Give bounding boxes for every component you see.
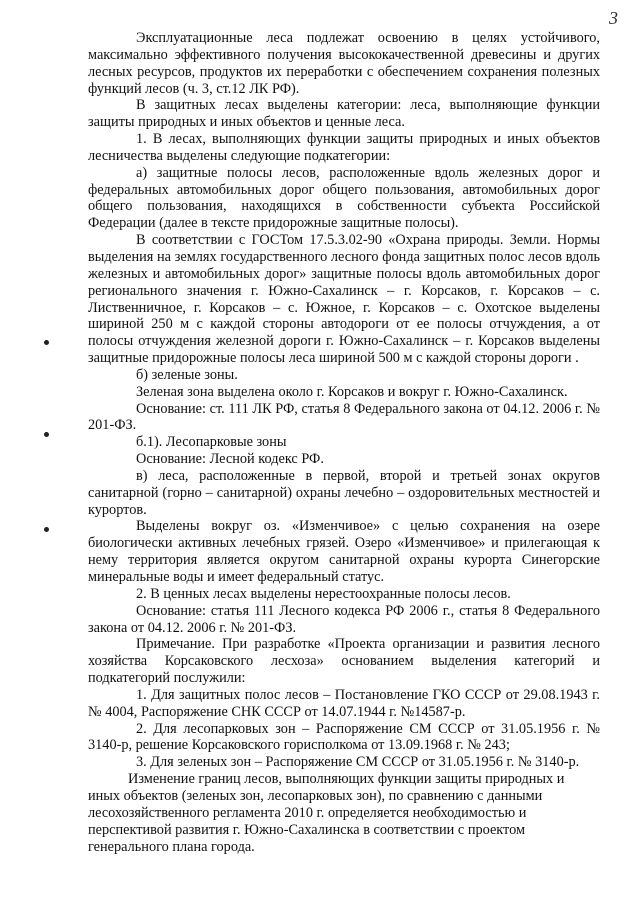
- page-number: 3: [609, 8, 618, 28]
- paragraph-subcategories-intro: 1. В лесах, выполняющих функции защиты природных и иных объектов лесничества выделены следующие подкатегории:: [88, 131, 600, 164]
- paragraph-basis-3: Основание: статья 111 Лесного кодекса РФ 2006 г., статья 8 Федерального закона от 04.12. 2006 г. № 201-ФЗ.: [88, 602, 600, 636]
- margin-bullet-mark: [44, 527, 49, 532]
- paragraph-item-a: а) защитные полосы лесов, расположенные вдоль железных дорог и федеральных автомобильных дорог общего пользования, автомобильных дорог общего пользования, находящихся в собственности субъекта Российской Федерации (далее в тексте придорожные защитные полосы).: [88, 164, 600, 232]
- paragraph-item-v: в) леса, расположенные в первой, второй и третьей зонах округов санитарной (горно – санитарной) охраны лечебно – оздоровительных местностей и курортов.: [88, 467, 600, 518]
- paragraph-gost: В соответствии с ГОСТом 17.5.3.02-90 «Охрана природы. Земли. Нормы выделения на землях государственного лесного фонда защитных полос лесов вдоль железных и автомобильных дорог» защитные полосы вдоль автомобильных дорог регионального значения г. Южно-Сахалинск – г. Корсаков, г. Корсаков – с. Лиственничное, г. Корсаков – с. Южное, г. Корсаков – с. Охотское выделены шириной 250 м с каждой стороны автодороги от ее полосы отчуждения, а от полосы отчуждения железной дороги г. Южно-Сахалинск – г. Корсаков выделены защитные придорожные полосы леса шириной 500 м с каждой стороны дороги .: [88, 232, 600, 367]
- paragraph-green-zone: Зеленая зона выделена около г. Корсаков и вокруг г. Южно-Сахалинск.: [136, 383, 568, 400]
- margin-bullet-mark: [44, 340, 49, 345]
- paragraph-note-item-3: 3. Для зеленых зон – Распоряжение СМ СССР от 31.05.1956 г. № 3140-р.: [136, 754, 580, 771]
- paragraph-boundary-change: Изменение границ лесов, выполняющих функции защиты природных и иных объектов (зеленых зон, лесопарковых зон), по сравнению с данными лесохозяйственного регламента 2010 г. определяется необходимостью и перспективой развития г. Южно-Сахалинска в соответствии с проектом генерального плана города.: [88, 771, 565, 855]
- paragraph-basis-1: Основание: ст. 111 ЛК РФ, статья 8 Федерального закона от 04.12. 2006 г. № 201-ФЗ.: [88, 400, 600, 434]
- paragraph-protective-categories: В защитных лесах выделены категории: леса, выполняющие функции защиты природных и иных объектов и ценные леса.: [88, 97, 600, 131]
- margin-bullet-mark: [44, 432, 49, 437]
- paragraph-item-b1: б.1). Лесопарковые зоны: [136, 434, 287, 451]
- document-body: [88, 30, 600, 855]
- paragraph-note-item-2: 2. Для лесопарковых зон – Распоряжение СМ СССР от 31.05.1956 г. № 3140-р, решение Корсаковского горисполкома от 13.09.1968 г. № 243;: [88, 720, 600, 754]
- paragraph-note-item-1: 1. Для защитных полос лесов – Постановление ГКО СССР от 29.08.1943 г. № 4004, Распоряжение СНК СССР от 14.07.1944 г. №14587-р.: [88, 686, 600, 720]
- paragraph-valuable-forests: 2. В ценных лесах выделены нерестоохранные полосы лесов.: [136, 585, 511, 602]
- paragraph-basis-2: Основание: Лесной кодекс РФ.: [136, 451, 324, 468]
- paragraph-item-b: б) зеленые зоны.: [136, 366, 238, 383]
- paragraph-note: Примечание. При разработке «Проекта организации и развития лесного хозяйства Корсаковского лесхоза» основанием выделения категорий и подкатегорий послужили:: [88, 636, 600, 687]
- paragraph-lake: Выделены вокруг оз. «Изменчивое» с целью сохранения на озере биологически активных лечебных грязей. Озеро «Изменчивое» и прилегающая к нему территория является округом санитарной охраны курорта Синегорские минеральные воды и имеет федеральный статус.: [88, 518, 600, 585]
- paragraph-exploitation-forests: Эксплуатационные леса подлежат освоению в целях устойчивого, максимально эффективного получения высококачественной древесины и других лесных ресурсов, продуктов их переработки с обеспечением сохранения полезных функций лесов (ч. 3, ст.12 ЛК РФ).: [88, 30, 600, 97]
